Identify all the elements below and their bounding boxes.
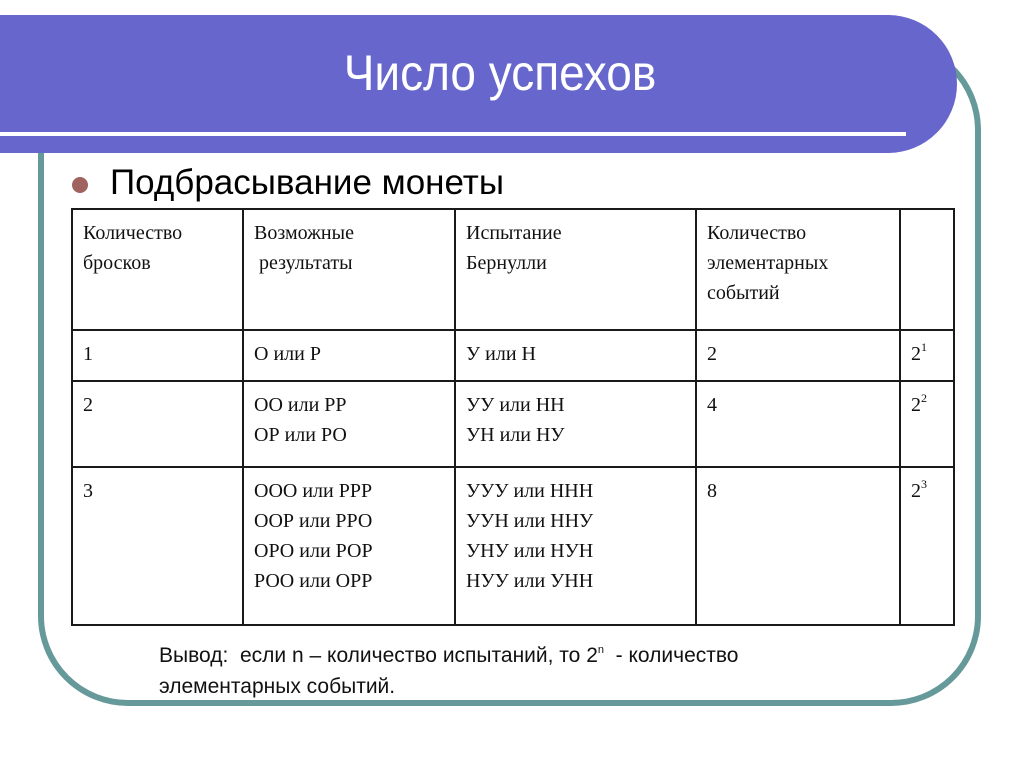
header-bernoulli: Испытание Бернулли — [455, 209, 696, 330]
header-outcomes: Возможные результаты — [243, 209, 455, 330]
coin-toss-table — [71, 208, 955, 626]
cell-throws: 3 — [72, 467, 243, 625]
cell-throws: 1 — [72, 330, 243, 381]
cell-count: 4 — [696, 381, 900, 467]
cell-power: $2^1$ — [900, 330, 954, 381]
bullet-text: Подбрасывание монеты — [110, 163, 504, 202]
cell-bernoulli: УУ или НН УН или НУ — [455, 381, 696, 467]
cell-outcomes: ООО или РРР ООР или РРО ОРО или РОР РОО или ОРР — [243, 467, 455, 625]
bullet-dot-icon — [72, 177, 88, 193]
cell-power: $2^2$ — [900, 381, 954, 467]
table-header-row — [72, 209, 954, 330]
bullet-item — [72, 160, 504, 206]
table-row — [72, 467, 954, 625]
header-power — [900, 209, 954, 330]
banner-underline — [0, 132, 906, 136]
cell-power: $2^3$ — [900, 467, 954, 625]
slide-title: Число успехов — [343, 44, 657, 101]
table-row — [72, 330, 954, 381]
table-row — [72, 381, 954, 467]
header-throws: Количество бросков — [72, 209, 243, 330]
cell-bernoulli: УУУ или ННН УУН или ННУ УНУ или НУН НУУ или УНН — [455, 467, 696, 625]
cell-outcomes: ОО или РР ОР или РО — [243, 381, 455, 467]
conclusion-text: Вывод: если n – количество испытаний, то 2$^n$ - количество элементарных событий. — [159, 644, 739, 698]
cell-count: 8 — [696, 467, 900, 625]
header-event-count: Количество элементарных событий — [696, 209, 900, 330]
cell-bernoulli: У или Н — [455, 330, 696, 381]
cell-throws: 2 — [72, 381, 243, 467]
cell-outcomes: О или Р — [243, 330, 455, 381]
cell-count: 2 — [696, 330, 900, 381]
